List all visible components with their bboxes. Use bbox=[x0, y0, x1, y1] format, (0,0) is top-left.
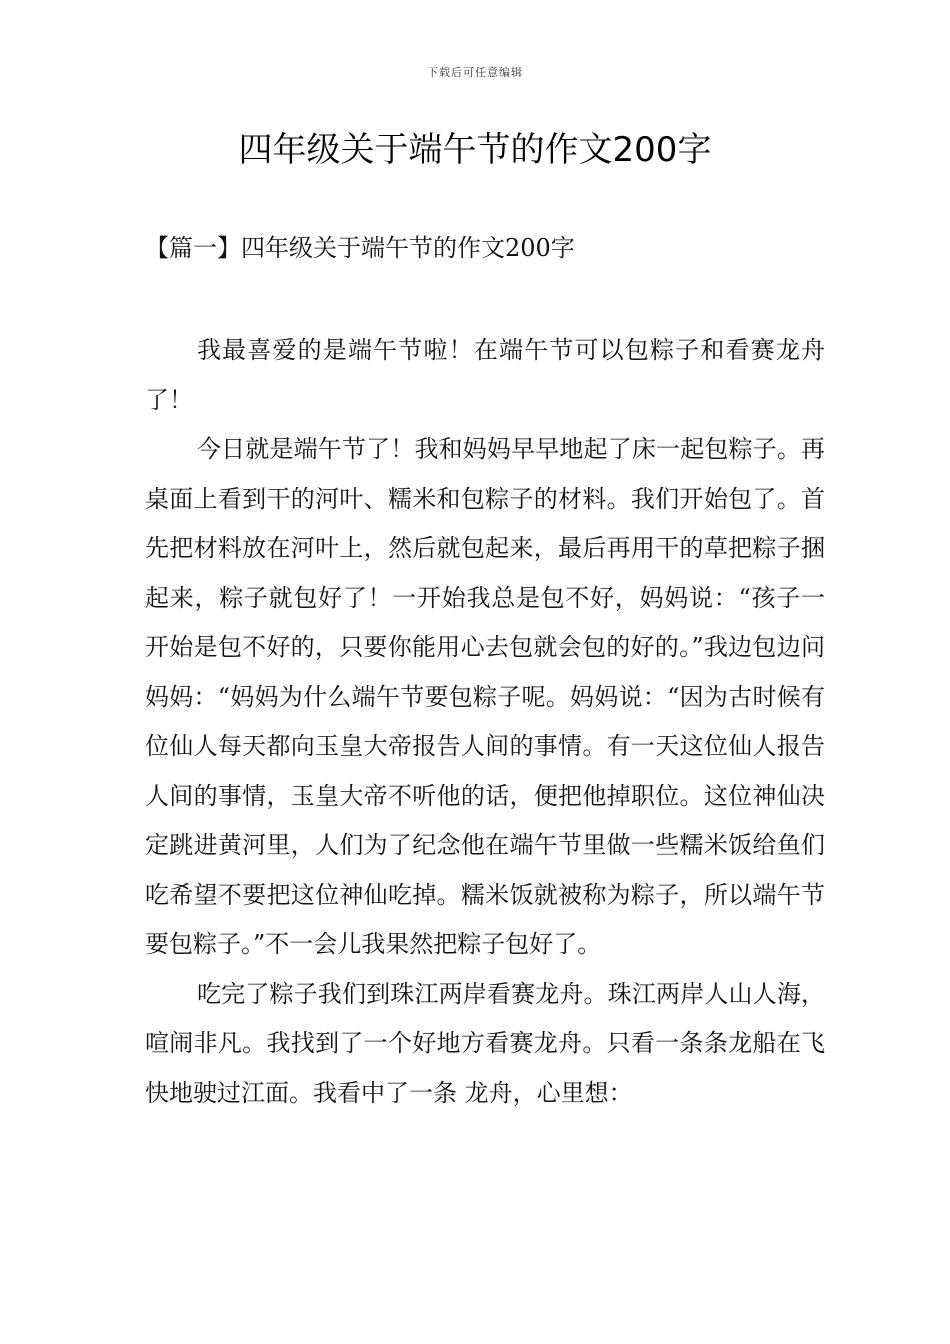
header-note: 下载后可任意编辑 bbox=[427, 66, 523, 79]
document-title: 四年级关于端午节的作文200字 bbox=[238, 130, 712, 170]
essay-body bbox=[145, 326, 825, 1118]
paragraph-1: 我最喜爱的是端午节啦！在端午节可以包粽子和看赛龙舟了！ bbox=[145, 336, 825, 414]
paragraph-3: 吃完了粽子我们到珠江两岸看赛龙舟。珠江两岸人山人海，喧闹非凡。我找到了一个好地方看赛龙舟。只看一条条龙船在飞快地驶过江面。我看中了一条 龙舟，心里想： bbox=[145, 979, 825, 1107]
paragraph-2: 今日就是端午节了！我和妈妈早早地起了床一起包粽子。再桌面上看到干的河叶、糯米和包粽子的材料。我们开始包了。首先把材料放在河叶上，然后就包起来，最后再用干的草把粽子捆起来，粽子就包好了！一开始我总是包不好，妈妈说：“孩子一开始是包不好的，只要你能用心去包就会包的好的。”我边包边问妈妈：“妈妈为什么端午节要包粽子呢。妈妈说：“因为古时候有位仙人每天都向玉皇大帝报告人间的事情。有一天这位仙人报告人间的事情，玉皇大帝不听他的话，便把他掉职位。这位神仙决定跳进黄河里，人们为了纪念他在端午节里做一些糯米饭给鱼们吃希望不要把这位神仙吃掉。糯米饭就被称为粽子，所以端午节要包粽子。”不一会儿我果然把粽子包好了。 bbox=[145, 435, 825, 958]
section-heading: 【篇一】四年级关于端午节的作文200字 bbox=[145, 234, 575, 262]
